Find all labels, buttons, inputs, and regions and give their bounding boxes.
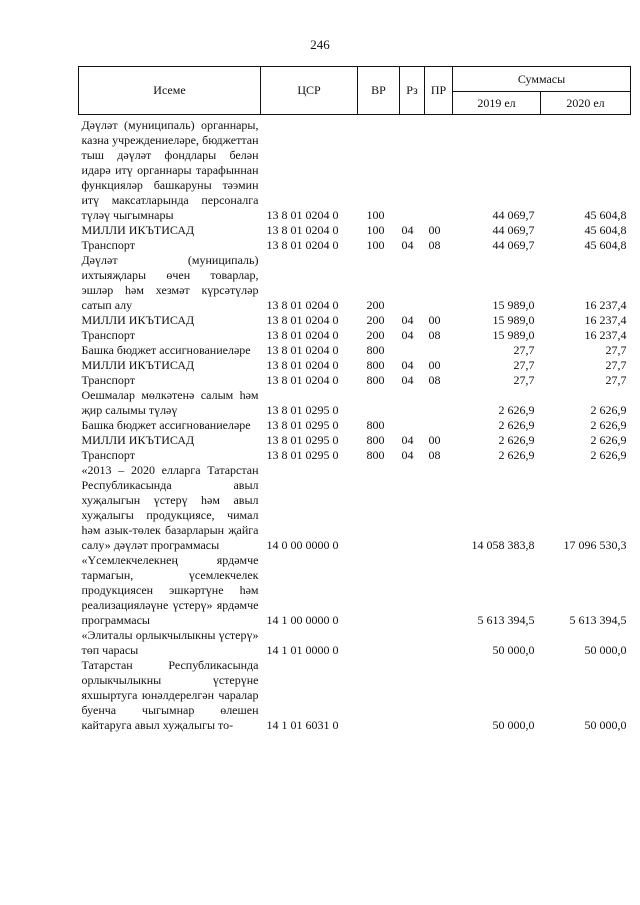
header-vr: ВР bbox=[358, 67, 400, 115]
row-rz bbox=[400, 418, 425, 433]
row-vr bbox=[358, 658, 400, 733]
row-csr: 13 8 01 0295 0 bbox=[266, 448, 339, 462]
row-pr bbox=[425, 658, 453, 733]
row-vr bbox=[358, 388, 400, 418]
row-name: Оешмалар мөлкәтенә салым һәм җир салымы түләү bbox=[81, 388, 259, 417]
row-amount-2020: 45 604,8 bbox=[584, 223, 627, 237]
row-amount-2020: 5 613 394,5 bbox=[569, 613, 627, 627]
row-amount-2019: 15 989,0 bbox=[492, 298, 535, 312]
row-amount-2020: 2 626,9 bbox=[590, 418, 627, 432]
row-amount-2020: 45 604,8 bbox=[584, 238, 627, 252]
row-amount-2020: 16 237,4 bbox=[584, 298, 627, 312]
row-amount-2019: 5 613 394,5 bbox=[477, 613, 535, 627]
table-row bbox=[79, 115, 631, 224]
header-sum: Суммасы bbox=[453, 67, 631, 92]
row-amount-2020: 45 604,8 bbox=[584, 208, 627, 222]
row-amount-2019: 2 626,9 bbox=[498, 433, 535, 447]
table-row bbox=[79, 388, 631, 418]
row-name: Транспорт bbox=[81, 328, 135, 342]
row-name: МИЛЛИ ИКЪТИСАД bbox=[81, 223, 195, 237]
row-amount-2020: 50 000,0 bbox=[584, 718, 627, 732]
row-vr: 200 bbox=[366, 313, 385, 327]
row-csr: 13 8 01 0295 0 bbox=[266, 403, 339, 417]
table-row bbox=[79, 448, 631, 463]
row-csr: 13 8 01 0204 0 bbox=[266, 313, 339, 327]
table-row bbox=[79, 628, 631, 658]
row-vr: 200 bbox=[366, 298, 385, 312]
row-csr: 14 1 00 0000 0 bbox=[266, 613, 339, 627]
row-amount-2019: 50 000,0 bbox=[492, 643, 535, 657]
row-csr: 13 8 01 0204 0 bbox=[266, 238, 339, 252]
row-amount-2019: 44 069,7 bbox=[492, 208, 535, 222]
row-vr: 100 bbox=[366, 223, 385, 237]
row-rz bbox=[400, 253, 425, 313]
row-amount-2020: 50 000,0 bbox=[584, 643, 627, 657]
row-amount-2020: 27,7 bbox=[605, 343, 627, 357]
row-pr bbox=[425, 343, 453, 358]
row-csr: 13 8 01 0204 0 bbox=[266, 298, 339, 312]
row-name: МИЛЛИ ИКЪТИСАД bbox=[81, 313, 195, 327]
row-vr: 800 bbox=[366, 373, 385, 387]
row-csr: 14 1 01 0000 0 bbox=[266, 643, 339, 657]
table-row bbox=[79, 373, 631, 388]
row-name: Транспорт bbox=[81, 373, 135, 387]
row-rz: 04 bbox=[401, 433, 414, 447]
row-pr: 08 bbox=[428, 328, 441, 342]
row-csr: 13 8 01 0204 0 bbox=[266, 373, 339, 387]
row-amount-2020: 2 626,9 bbox=[590, 433, 627, 447]
row-pr: 08 bbox=[428, 448, 441, 462]
row-amount-2019: 27,7 bbox=[513, 343, 535, 357]
row-csr: 14 0 00 0000 0 bbox=[266, 538, 339, 552]
row-amount-2020: 27,7 bbox=[605, 358, 627, 372]
row-vr: 800 bbox=[366, 343, 385, 357]
row-csr: 13 8 01 0204 0 bbox=[266, 358, 339, 372]
table-row bbox=[79, 418, 631, 433]
table-row bbox=[79, 358, 631, 373]
row-csr: 13 8 01 0204 0 bbox=[266, 343, 339, 357]
row-csr: 13 8 01 0204 0 bbox=[266, 328, 339, 342]
row-name: «Элиталы орлыкчылыкны үстерү» төп чарасы bbox=[81, 628, 259, 657]
row-pr: 00 bbox=[428, 223, 441, 237]
row-pr: 00 bbox=[428, 358, 441, 372]
row-rz bbox=[400, 553, 425, 628]
row-pr bbox=[425, 418, 453, 433]
row-pr: 08 bbox=[428, 238, 441, 252]
row-rz bbox=[400, 463, 425, 553]
row-pr bbox=[425, 115, 453, 224]
row-rz: 04 bbox=[401, 448, 414, 462]
table-row bbox=[79, 313, 631, 328]
row-name: Дәүләт (муниципаль) органнары, казна учреждениеләре, бюджеттан тыш дәүләт фондлары белән идарә итү органнары тарафыннан функцияләр башкаруны тәэмин итү максатларында персоналга түләү чыгымнары bbox=[81, 118, 259, 222]
row-vr: 200 bbox=[366, 328, 385, 342]
page-number: 246 bbox=[310, 37, 330, 52]
table-row bbox=[79, 553, 631, 628]
row-vr bbox=[358, 463, 400, 553]
row-amount-2019: 2 626,9 bbox=[498, 418, 535, 432]
row-vr: 800 bbox=[366, 433, 385, 447]
row-vr: 800 bbox=[366, 358, 385, 372]
table-row bbox=[79, 658, 631, 733]
header-csr: ЦСР bbox=[261, 67, 358, 115]
header-year-2020: 2020 ел bbox=[541, 92, 631, 115]
row-name: Башка бюджет ассигнованиеләре bbox=[81, 343, 251, 357]
row-rz bbox=[400, 343, 425, 358]
row-name: МИЛЛИ ИКЪТИСАД bbox=[81, 433, 195, 447]
row-amount-2019: 2 626,9 bbox=[498, 448, 535, 462]
row-name: МИЛЛИ ИКЪТИСАД bbox=[81, 358, 195, 372]
row-amount-2019: 15 989,0 bbox=[492, 328, 535, 342]
row-amount-2020: 2 626,9 bbox=[590, 448, 627, 462]
row-pr bbox=[425, 253, 453, 313]
row-amount-2019: 50 000,0 bbox=[492, 718, 535, 732]
row-vr bbox=[358, 553, 400, 628]
row-csr: 13 8 01 0295 0 bbox=[266, 418, 339, 432]
row-amount-2020: 2 626,9 bbox=[590, 403, 627, 417]
table-body bbox=[79, 115, 631, 734]
row-amount-2019: 2 626,9 bbox=[498, 403, 535, 417]
row-rz: 04 bbox=[401, 328, 414, 342]
row-vr: 800 bbox=[366, 448, 385, 462]
table-row bbox=[79, 343, 631, 358]
row-pr: 00 bbox=[428, 433, 441, 447]
row-vr: 100 bbox=[366, 238, 385, 252]
row-rz bbox=[400, 628, 425, 658]
row-rz: 04 bbox=[401, 373, 414, 387]
row-amount-2019: 27,7 bbox=[513, 358, 535, 372]
row-csr: 13 8 01 0204 0 bbox=[266, 208, 339, 222]
row-pr bbox=[425, 553, 453, 628]
row-vr bbox=[358, 628, 400, 658]
header-year-2019: 2019 ел bbox=[453, 92, 541, 115]
row-name: Транспорт bbox=[81, 448, 135, 462]
row-name: «Үсемлекчелекнең ярдәмче тармагын, үсемлекчелек продукциясен эшкәртүне һәм реализацияләүне үстерү» ярдәмче программасы bbox=[81, 553, 259, 627]
budget-table bbox=[78, 66, 631, 733]
row-name: Башка бюджет ассигнованиеләре bbox=[81, 418, 251, 432]
row-name: Дәүләт (муниципаль) ихтыяҗлары өчен товарлар, эшләр һәм хезмәт күрсәтүләр сатып алу bbox=[81, 253, 259, 312]
row-rz: 04 bbox=[401, 358, 414, 372]
row-rz bbox=[400, 658, 425, 733]
row-amount-2019: 14 058 383,8 bbox=[471, 538, 535, 552]
table-row bbox=[79, 238, 631, 253]
row-rz bbox=[400, 388, 425, 418]
row-amount-2020: 27,7 bbox=[605, 373, 627, 387]
row-name: «2013 – 2020 елларга Татарстан Республикасында авыл хуҗалыгын үстерү һәм авыл хуҗалыгы продукциясе, чимал һәм азык-төлек базарларын җайга салу» дәүләт программасы bbox=[81, 463, 259, 552]
table-header bbox=[79, 67, 631, 115]
row-csr: 13 8 01 0295 0 bbox=[266, 433, 339, 447]
row-amount-2019: 44 069,7 bbox=[492, 223, 535, 237]
header-name: Исеме bbox=[79, 67, 261, 115]
row-name: Татарстан Республикасында орлыкчылыкны үстерүне яхшыртуга юнәлдерелгән чаралар буенча чыгымнар өлешен кайтаруга авыл хуҗалыгы то- bbox=[81, 658, 259, 732]
table-row bbox=[79, 433, 631, 448]
table-row bbox=[79, 463, 631, 553]
header-rz: Рз bbox=[400, 67, 425, 115]
row-rz: 04 bbox=[401, 223, 414, 237]
row-csr: 13 8 01 0204 0 bbox=[266, 223, 339, 237]
row-vr: 800 bbox=[366, 418, 385, 432]
row-amount-2020: 16 237,4 bbox=[584, 313, 627, 327]
row-amount-2019: 44 069,7 bbox=[492, 238, 535, 252]
row-csr: 14 1 01 6031 0 bbox=[266, 718, 339, 732]
row-amount-2020: 17 096 530,3 bbox=[563, 538, 627, 552]
table-row bbox=[79, 223, 631, 238]
table-row bbox=[79, 328, 631, 343]
row-pr: 08 bbox=[428, 373, 441, 387]
row-amount-2019: 15 989,0 bbox=[492, 313, 535, 327]
row-pr bbox=[425, 628, 453, 658]
row-pr: 00 bbox=[428, 313, 441, 327]
row-name: Транспорт bbox=[81, 238, 135, 252]
row-pr bbox=[425, 463, 453, 553]
row-rz: 04 bbox=[401, 313, 414, 327]
row-rz bbox=[400, 115, 425, 224]
row-rz: 04 bbox=[401, 238, 414, 252]
row-vr: 100 bbox=[366, 208, 385, 222]
table-row bbox=[79, 253, 631, 313]
row-pr bbox=[425, 388, 453, 418]
row-amount-2019: 27,7 bbox=[513, 373, 535, 387]
header-pr: ПР bbox=[425, 67, 453, 115]
row-amount-2020: 16 237,4 bbox=[584, 328, 627, 342]
